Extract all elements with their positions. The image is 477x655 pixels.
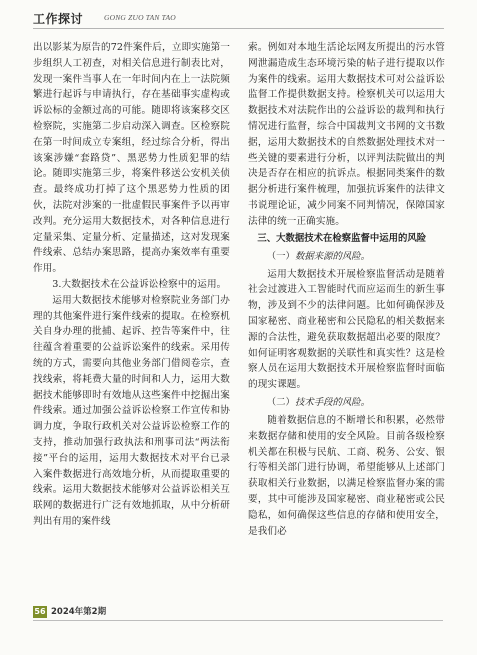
paragraph: 索。例如对本地生活论坛网友所提出的污水管网泄漏造成生态环境污染的帖子进行提取以作为案件的线索。运用大数据技术可对公益诉讼监督工作提供数据支持。检察机关可以运用大数据技术对法院作出的公益诉讼的裁判和执行情况进行监督，综合中国裁判文书网的文书数据，运用大数据技术的自然数据处理技术对一些关键的要素进行分析，以评判法院做出的判决是否存在相应的抗诉点。根据同类案件的数据分析进行案件梳理，加强抗诉案件的法律文书说理论证，减少同案不同判情况，保障国家法律的统一正确实施。 xyxy=(248,42,445,227)
right-column xyxy=(248,40,445,539)
subsection-number: （二） xyxy=(266,396,295,408)
paragraph: 运用大数据技术能够对检察院业务部门办理的其他案件进行案件线索的提取。在检察机关自身办理的批捕、起诉、控告等案件中，往往蕴含着重要的公益诉讼案件的线索。采用传统的方式，需要向其他业务部门借阅卷宗，查找线索，将耗费大量的时间和人力，运用大数据技术能够即时有效地从这些案件中挖掘出案件线索。通过加强公益诉讼检察工作宣传和协调力度，争取行政机关对公益诉讼检察工作的支持，推动加强行政执法和刑事司法“两法衔接”平台的运用，运用大数据技术对平台已录入案件数据进行高效地分析，从而提取重要的线索。运用大数据技术能够对公益诉讼相关互联网的数据进行广泛有效地抓取，从中分析研判出有用的案件线 xyxy=(33,294,230,527)
paragraph: 随着数据信息的不断增长和积累，必然带来数据存储和使用的安全风险。目前各级检察机关都在积极与民航、工商、税务、公安、银行等相关部门进行协调，希望能够从上述部门获取相关行业数据，以满足检察监督办案的需要，其中可能涉及国家秘密、商业秘密或公民隐私，如何确保这些信息的存储和使用安全，是我们必 xyxy=(248,414,445,537)
issue-label: 2024年第2期 xyxy=(51,607,107,617)
subsection-heading xyxy=(248,395,445,411)
subsection-title: 数据来源的风险。 xyxy=(294,250,370,262)
subsection-number: （一） xyxy=(266,250,295,262)
section-heading: 三、大数据技术在检察监督中运用的风险 xyxy=(257,232,427,244)
left-column xyxy=(33,40,230,530)
subsection-title: 技术手段的风险。 xyxy=(294,396,370,408)
footer-rule xyxy=(33,620,443,621)
paragraph: 运用大数据技术开展检察监督活动是随着社会过渡进入工智能时代而应运而生的新生事物，涉及到不少的法律问题。比如何确保涉及国家秘密、商业秘密和公民隐私的相关数据来源的合法性，避免获取数据超出必要的限度？如何证明客观数据的关联性和真实性？这是检察人员在运用大数据技术开展检察监督时面临的现实课题。 xyxy=(248,268,445,391)
page-footer xyxy=(33,606,443,620)
page-number: 56 xyxy=(34,607,46,616)
header-rule xyxy=(33,28,444,29)
paragraph: 出以影某为原告的72件案件后，立即实施第一步组织人工初查，对相关信息进行制表比对，发现一案件当事人在一年时间内在上一法院频繁进行起诉与申请执行，存在基础事实虚构或诉讼标的金额过高的可能。随即将该案移交区检察院，实施第二步启动深入调查。区检察院在第一时间成立专案组，经过综合分析，得出该案涉嫌“套路贷”、黑恶势力性质犯罪的结论。随即实施第三步，将案件移送公安机关侦查。最终成功打掉了这个黑恶势力性质的团伙，法院对涉案的一批虚假民事案件予以再审改判。充分运用大数据技术，对各种信息进行定量采集、定量分析、定量描述，这对发现案件线索、总结办案思路，提高办案效率有重要作用。 xyxy=(33,42,230,275)
subsection-heading xyxy=(248,249,445,265)
item-heading: 3.大数据技术在公益诉讼检察中的运用。 xyxy=(52,278,227,290)
header-subtitle: GONG ZUO TAN TAO xyxy=(104,13,176,22)
header-title: 工作探讨 xyxy=(33,12,84,26)
page-header xyxy=(0,0,477,30)
